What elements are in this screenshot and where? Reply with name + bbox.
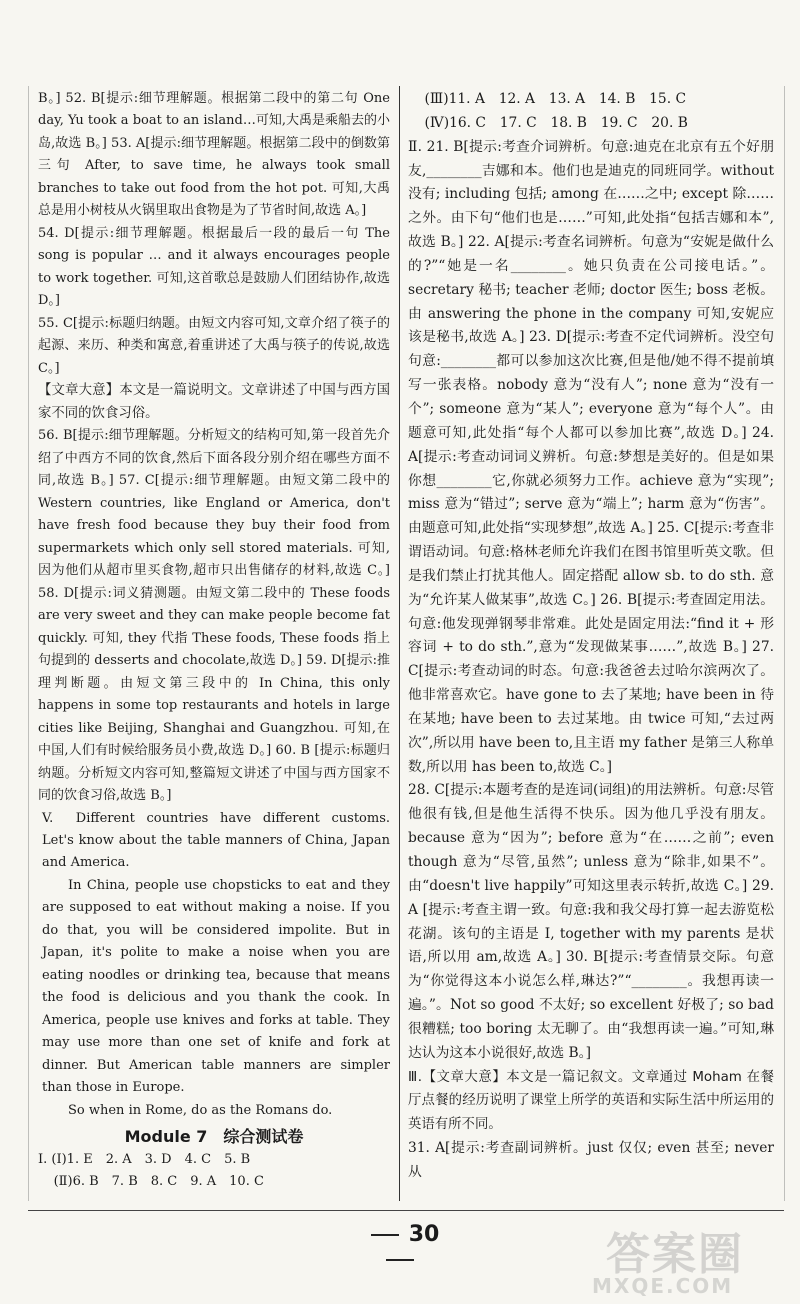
column-divider [399, 86, 400, 1201]
left-column [38, 88, 390, 1194]
answers-part-2: (Ⅱ)6. B 7. B 8. C 9. A 10. C [53, 1174, 264, 1190]
watermark-logo-text: 答案圈 [606, 1229, 744, 1280]
answer-56-60: 56. B[提示:细节理解题。分析短文的结构可知,第一段首先介绍了中西方不同的饮食,然后下面各段分别介绍在哪些方面不同,故选 B。] 57. C[提示:细节理解题。由短文第二段中的 Western countries, like England or America, don't have fresh food because they buy their food from supermarkets which only sell stored materials. 可知,因为他们从超市里买食物,超市只出售储存的材料,故选 C。] 58. D[提示:词义猜测题。由短文第二段中的 These foods are very sweet and they can make people become fat quickly. 可知, they 代指 These foods, These foods 指上句提到的 desserts and chocolate,故选 D。] 59. D[提示:推理判断题。由短文第三段中的 In China, this only happens in some top restaurants and hotels in large cities like Beijing, Shanghai and Guangzhou. 可知,在中国,人们有时候给服务员小费,故选 D。] 60. B [提示:标题归纳题。分析短文内容可知,整篇短文讲述了中国与西方国家不同的饮食习俗,故选 B。] [38, 428, 390, 804]
answer-52-53: B。] 52. B[提示:细节理解题。根据第二段中的第二句 One day, Yu took a boat to an island…可知,大禹是乘船去的小岛,故选 B。] 53. A[提示:细节理解题。根据第二段中的倒数第三句 After, to save time, he always took small branches to take out food from the hot pot. 可知,大禹总是用小树枝从火锅里取出食物是为了节省时间,故选 A。] [38, 91, 390, 219]
answer-54: 54. D[提示:细节理解题。根据最后一段的最后一句 The song is popular … and it always encourages people to work together. 可知,这首歌总是鼓励人们团结协作,故选 D。] [38, 225, 390, 309]
essay-paragraph: In China, people use chopsticks to eat and they are supposed to eat without making a noise. If you do that, you will be considered impolite. But in Japan, it's polite to make a noise when you are eating noodles or drinking tea, because that means the food is delicious and you thank the cook. In America, people use knives and forks at table. They may use more than one set of knife and fork at dinner. But American table manners are simpler than those in Europe. [42, 877, 390, 1096]
answers-part-3: (Ⅲ)11. A 12. A 13. A 14. B 15. C [424, 91, 687, 107]
answer-28-30: 28. C[提示:本题考查的是连词(词组)的用法辨析。句意:尽管他很有钱,但是他生活得不快乐。因为他几乎没有朋友。because 意为“因为”; before 意为“在……之前”; even though 意为“尽管,虽然”; unless 意为“除非,如果不”。由“doesn't live happily”可知这里表示转折,故选 C。] 29. A [提示:考查主谓一致。句意:我和我父母打算一起去游览松花湖。该句的主语是 I, together with my parents 是状语,所以用 am,故选 A。] 30. B[提示:考查情景交际。句意为“你觉得这本小说怎么样,琳达?”“________。我想再读一遍。”。Not so good 不太好; so excellent 好极了; so bad 很糟糕; too boring 太无聊了。由“我想再读一遍。”可知,琳达认为这本小说很好,故选 B。] [408, 782, 774, 1061]
module-title: Module 7 综合测试卷 [124, 1127, 304, 1147]
article-summary: 【文章大意】本文是一篇说明文。文章讲述了中国与西方国家不同的饮食习俗。 [38, 383, 390, 421]
footer-rule [28, 1210, 784, 1211]
essay-paragraph: So when in Rome, do as the Romans do. [68, 1102, 333, 1118]
right-column [408, 88, 774, 1185]
left-border-line [28, 86, 29, 1201]
answer-31: 31. A[提示:考查副词辨析。just 仅仅; even 甚至; never 从 [408, 1140, 774, 1180]
answer-55: 55. C[提示:标题归纳题。由短文内容可知,文章介绍了筷子的起源、来历、种类和寓意,着重讲述了大禹与筷子的传说,故选 C。] [38, 315, 390, 376]
writing-essay [38, 808, 390, 1123]
answers-part-4: (Ⅳ)16. C 17. C 18. B 19. C 20. B [424, 114, 688, 131]
watermark [588, 1218, 794, 1300]
essay-paragraph: V. Different countries have different customs. Let's know about the table manners of China, Japan and America. [42, 808, 390, 875]
watermark-url: MXQE.COM [592, 1274, 734, 1298]
right-border-line [784, 86, 785, 1201]
answers-part-1: Ⅰ. (Ⅰ)1. E 2. A 3. D 4. C 5. B [38, 1151, 251, 1167]
essay-label: V. [42, 810, 54, 826]
answer-21-27: Ⅱ. 21. B[提示:考查介词辨析。句意:迪克在北京有五个好朋友,________吉娜和本。他们也是迪克的同班同学。without 没有; including 包括; among 在……之中; except 除……之外。由下句“他们也是……”可知,此处指“包括吉娜和本”,故选 B。] 22. A[提示:考查名词辨析。句意为“安妮是做什么的?”“她是一名________。她只负责在公司接电话。”。secretary 秘书; teacher 老师; doctor 医生; boss 老板。由 answering the phone in the company 可知,安妮应该是秘书,故选 A。] 23. D[提示:考查不定代词辨析。没空句句意:________都可以参加这次比赛,但是他/她不得不提前填写一张表格。nobody 意为“没有人”; none 意为“没有一个”; someone 意为“某人”; everyone 意为“每个人”。由题意可知,此处指“每个人都可以参加比赛”,故选 D。] 24. A[提示:考查动词词义辨析。句意:梦想是美好的。但是如果你想________它,你就必须努力工作。achieve 意为“实现”; miss 意为“错过”; serve 意为“端上”; harm 意为“伤害”。由题意可知,此处指“实现梦想”,故选 A。] 25. C[提示:考查非谓语动词。句意:格林老师允许我们在图书馆里听英文歌。但是我们禁止打扰其他人。固定搭配 allow sb. to do sth. 意为“允许某人做某事”,故选 C。] 26. B[提示:考查固定用法。句意:他发现弹钢琴非常难。此处是固定用法:“find it + 形容词 + to do sth.”,意为“发现做某事……”,故选 B。] 27. C[提示:考查动词的时态。句意:我爸爸去过哈尔滨两次了。他非常喜欢它。have gone to 去了某地; have been in 待在某地; have been to 去过某地。由 twice 可知,“去过两次”,所以用 have been to,且主语 my father 是第三人称单数,所以用 has been to,故选 C。] [408, 138, 774, 775]
page-number: 30 [340, 1222, 460, 1272]
section-summary: Ⅲ.【文章大意】本文是一篇记叙文。文章通过 Moham 在餐厅点餐的经历说明了课堂上所学的英语和实际生活中所运用的英语有所不同。 [408, 1069, 774, 1133]
page-top-margin [0, 0, 800, 62]
